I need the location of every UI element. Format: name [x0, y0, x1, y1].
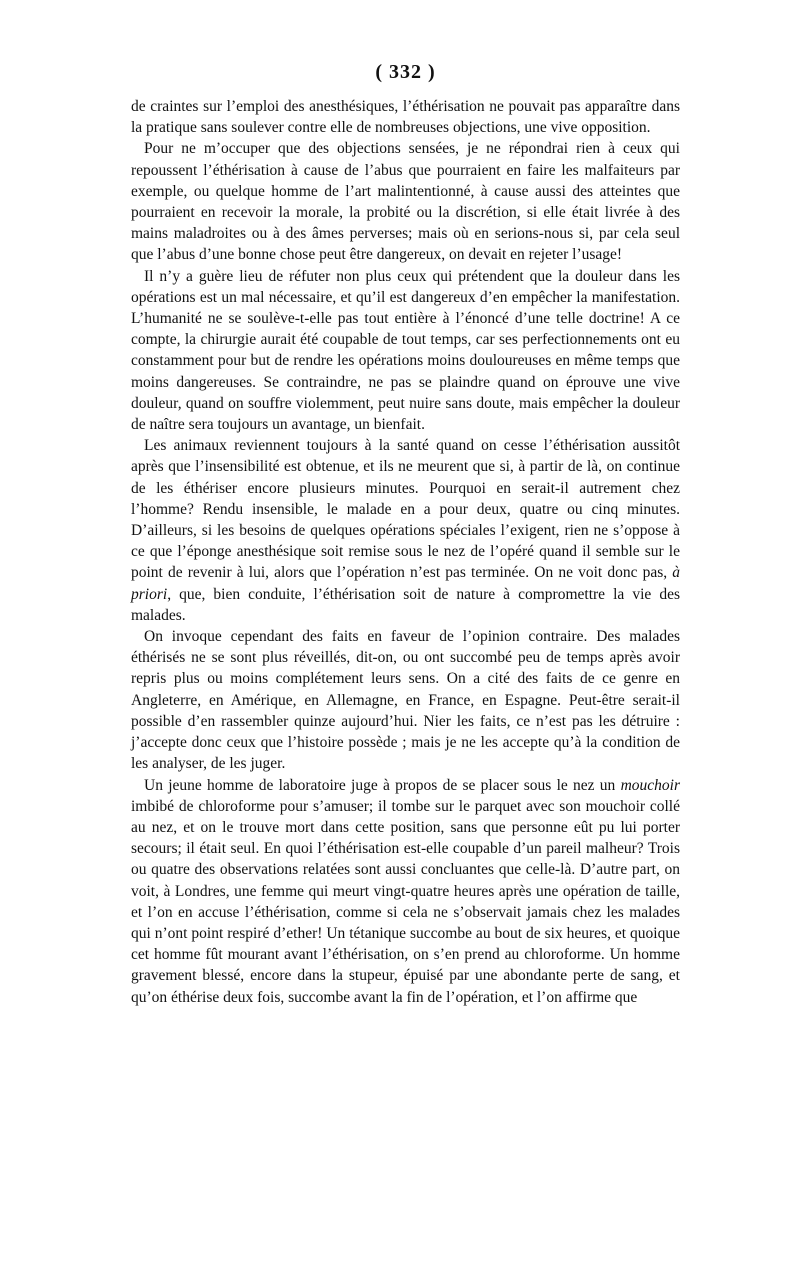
italic-text: à priori — [131, 564, 680, 603]
paragraph-text: On invoque cependant des faits en faveur de l’opinion contraire. Des malades éthérisés ne se sont plus réveillés, dit-on, ou ont succombé peu de temps après avoir repris plus ou moins complétement leurs sens. On a cité des faits de ce genre en Angleterre, en Amérique, en Allemagne, en France, en Espagne. Peut-être serait-il possible d’en rassembler quinze aujourd’hui. Nier les faits, ce n’est pas les détruire : j’accepte donc ceux que l’histoire possède ; mais je ne les accepte qu’à la condition de les analyser, de les juger. — [131, 628, 680, 773]
paragraph — [131, 435, 680, 626]
paragraph-text: , que, bien conduite, l’éthérisation soit de nature à compromettre la vie des malades. — [131, 585, 680, 624]
paragraph-text: Les animaux reviennent toujours à la santé quand on cesse l’éthérisation aussitôt après que l’insensibilité est obtenue, et ils ne meurent que si, à partir de là, on continue de les éthériser encore plusieurs minutes. Pourquoi en serait-il autrement chez l’homme? Rendu insensible, le malade en a pour deux, quatre ou cinq minutes. D’ailleurs, si les besoins de quelques opérations spéciales l’exigent, rien ne s’oppose à ce que l’éponge anesthésique soit remise sous le nez de l’opéré quand il semble sur le point de revenir à lui, alors que l’opération n’est pas terminée. On ne voit donc pas, — [131, 437, 680, 582]
page-number: ( 332 ) — [375, 61, 436, 83]
book-page — [131, 60, 680, 1008]
paragraph-text: Un jeune homme de laboratoire juge à propos de se placer sous le nez un — [144, 776, 621, 794]
italic-text: mouchoir — [620, 776, 680, 794]
paragraph-text: imbibé de chloroforme pour s’amuser; il tombe sur le parquet avec son mouchoir collé au nez, et on le trouve mort dans cette position, sans que personne eût pu lui porter secours; il était seul. En quoi l’éthérisation est-elle coupable d’un pareil malheur? Trois ou quatre des observations relatées sont aussi concluantes que celle-là. D’autre part, on voit, à Londres, une femme qui meurt vingt-quatre heures après une opération de taille, et l’on en accuse l’éthérisation, comme si cela ne s’observait jamais chez les malades qui n’ont point respiré d’ether! Un tétanique succombe au bout de six heures, et quoique cet homme fût mourant avant l’éthérisation, on s’en prend au chloroforme. Un homme gravement blessé, encore dans la stupeur, épuisé par une abondante perte de sang, et qu’on éthérise deux fois, succombe avant la fin de l’opération, et l’on affirme que — [131, 797, 680, 1006]
body-text — [131, 96, 680, 1008]
paragraph — [131, 626, 680, 774]
paragraph — [131, 266, 680, 436]
paragraph-text: Pour ne m’occuper que des objections sensées, je ne répondrai rien à ceux qui repoussent l’éthérisation à cause de l’abus que pourraient en faire les malfaiteurs par exemple, ou quelque homme de l’art malintentionné, à cause aussi des atteintes que pourraient en recevoir la morale, la probité ou la discrétion, si elle était livrée à des mains maladroites ou à des âmes perverses; mais où en serions-nous si, par cela seul que l’abus d’une bonne chose peut être dangereux, on devait en rejeter l’usage! — [131, 140, 680, 264]
paragraph — [131, 96, 680, 138]
paragraph — [131, 138, 680, 265]
paragraph — [131, 775, 680, 1008]
paragraph-text: de craintes sur l’emploi des anesthésiques, l’éthérisation ne pouvait pas apparaître dans la pratique sans soulever contre elle de nombreuses objections, une vive opposition. — [131, 98, 680, 137]
paragraph-text: Il n’y a guère lieu de réfuter non plus ceux qui prétendent que la douleur dans les opérations est un mal nécessaire, et qu’il est dangereux d’en empêcher la manifestation. L’humanité ne se soulève-t-elle pas tout entière à l’énoncé d’une telle doctrine! A ce compte, la chirurgie aurait été coupable de tout temps, car ses perfectionnements ont eu constamment pour but de rendre les opérations moins douloureuses en même temps que moins dangereuses. Se contraindre, ne pas se plaindre quand on éprouve une vive douleur, quand on souffre violemment, peut nuire sans doute, mais empêcher la douleur de naître sera toujours un avantage, un bienfait. — [131, 267, 680, 434]
